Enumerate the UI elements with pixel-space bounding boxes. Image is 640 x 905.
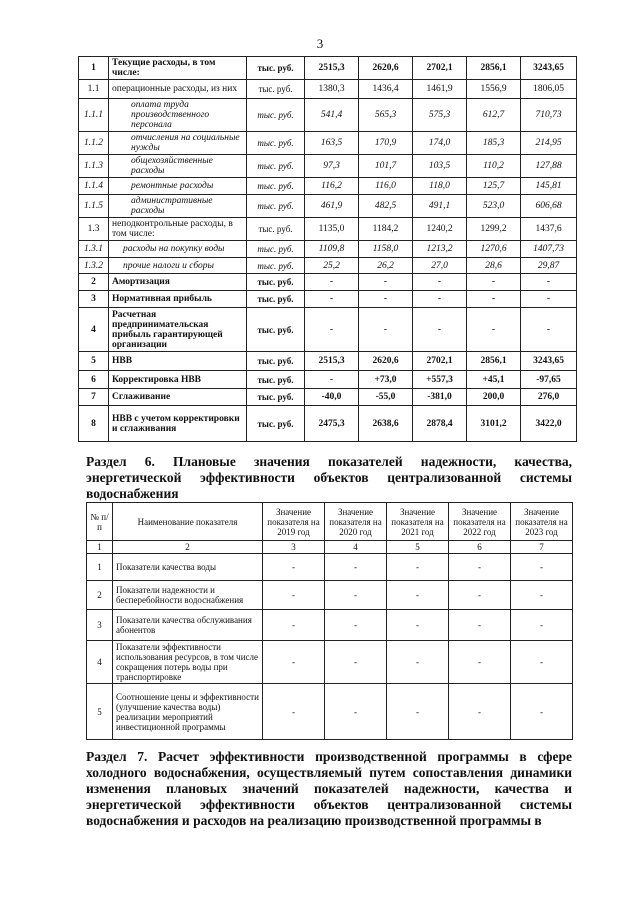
- header-year: Значение показателя на 2021 год: [387, 503, 449, 541]
- row-name: Текущие расходы, в том числе:: [109, 57, 247, 80]
- row-value: -381,0: [413, 389, 467, 406]
- row-name: Корректировка НВВ: [109, 371, 247, 389]
- row-number: 1.3.2: [79, 258, 109, 274]
- row-value: -: [325, 554, 387, 581]
- row-value: -: [263, 610, 325, 641]
- row-value: -: [511, 641, 573, 684]
- row-name: Показатели эффективности использования ресурсов, в том числе сокращения потерь воды при транспортировке: [113, 641, 263, 684]
- row-value: 1806,05: [521, 80, 577, 99]
- row-number: 1.1.5: [79, 195, 109, 218]
- indicators-table: [86, 502, 573, 740]
- row-number: 6: [79, 371, 109, 389]
- row-value: 25,2: [305, 258, 359, 274]
- row-value: 2702,1: [413, 57, 467, 80]
- row-unit: тыс. руб.: [247, 389, 305, 406]
- row-number: 2: [87, 581, 113, 610]
- row-name: Расчетная предпринимательская прибыль гарантирующей организации: [109, 308, 247, 352]
- row-value: -: [511, 610, 573, 641]
- row-name: отчисления на социальные нужды: [109, 132, 247, 155]
- row-value: -: [511, 581, 573, 610]
- row-value: 27,0: [413, 258, 467, 274]
- row-value: 170,9: [359, 132, 413, 155]
- row-value: -: [263, 684, 325, 740]
- row-value: 101,7: [359, 155, 413, 178]
- row-value: 1461,9: [413, 80, 467, 99]
- table-row: [79, 99, 577, 132]
- table-row: [87, 641, 573, 684]
- row-name: оплата труда производственного персонала: [109, 99, 247, 132]
- row-number: 2: [79, 274, 109, 291]
- row-value: 1109,8: [305, 241, 359, 258]
- row-value: -: [467, 308, 521, 352]
- table-row: [87, 581, 573, 610]
- row-name: неподконтрольные расходы, в том числе:: [109, 218, 247, 241]
- header-num: № п/п: [87, 503, 113, 541]
- col-number: 7: [511, 541, 573, 554]
- table-row: [79, 132, 577, 155]
- row-value: 2856,1: [467, 57, 521, 80]
- row-name: Показатели надежности и бесперебойности водоснабжения: [113, 581, 263, 610]
- row-value: +73,0: [359, 371, 413, 389]
- table-row: [79, 274, 577, 291]
- row-unit: тыс. руб.: [247, 274, 305, 291]
- col-number: 4: [325, 541, 387, 554]
- row-name: Нормативная прибыль: [109, 291, 247, 308]
- row-value: -: [305, 308, 359, 352]
- row-value: 1270,6: [467, 241, 521, 258]
- row-value: 461,9: [305, 195, 359, 218]
- row-name: Показатели качества обслуживания абонентов: [113, 610, 263, 641]
- row-value: -: [467, 291, 521, 308]
- row-value: 3243,65: [521, 352, 577, 371]
- expenses-table: [78, 56, 577, 442]
- row-name: операционные расходы, из них: [109, 80, 247, 99]
- row-value: -97,65: [521, 371, 577, 389]
- row-value: 575,3: [413, 99, 467, 132]
- row-value: -: [413, 291, 467, 308]
- table-row: [79, 258, 577, 274]
- row-value: -: [387, 610, 449, 641]
- row-value: 482,5: [359, 195, 413, 218]
- row-unit: тыс. руб.: [247, 308, 305, 352]
- row-name: НВВ с учетом корректировки и сглаживания: [109, 406, 247, 442]
- row-value: 125,7: [467, 178, 521, 195]
- table-row: [79, 352, 577, 371]
- header-year: Значение показателя на 2019 год: [263, 503, 325, 541]
- row-value: 110,2: [467, 155, 521, 178]
- row-name: Соотношение цены и эффективности (улучшение качества воды) реализации мероприятий инвестиционной программы: [113, 684, 263, 740]
- row-value: -: [263, 581, 325, 610]
- table-row: [87, 684, 573, 740]
- row-unit: тыс. руб.: [247, 291, 305, 308]
- row-value: -: [413, 308, 467, 352]
- row-value: 2620,6: [359, 352, 413, 371]
- row-unit: тыс. руб.: [247, 155, 305, 178]
- row-number: 1.1.1: [79, 99, 109, 132]
- row-value: 214,95: [521, 132, 577, 155]
- row-unit: тыс. руб.: [247, 371, 305, 389]
- row-value: 2620,6: [359, 57, 413, 80]
- row-number: 3: [87, 610, 113, 641]
- row-value: +557,3: [413, 371, 467, 389]
- row-name: Амортизация: [109, 274, 247, 291]
- row-value: -: [325, 610, 387, 641]
- table-row: [79, 80, 577, 99]
- table-row: [79, 155, 577, 178]
- row-number: 1: [79, 57, 109, 80]
- row-name: общехозяйственные расходы: [109, 155, 247, 178]
- row-value: 565,3: [359, 99, 413, 132]
- row-value: -: [325, 641, 387, 684]
- row-value: -: [325, 684, 387, 740]
- row-value: -: [521, 274, 577, 291]
- row-name: прочие налоги и сборы: [109, 258, 247, 274]
- row-number: 4: [79, 308, 109, 352]
- row-value: -: [521, 308, 577, 352]
- row-value: 541,4: [305, 99, 359, 132]
- row-value: 28,6: [467, 258, 521, 274]
- row-value: 2515,3: [305, 57, 359, 80]
- row-value: 1184,2: [359, 218, 413, 241]
- row-name: Показатели качества воды: [113, 554, 263, 581]
- row-name: административные расходы: [109, 195, 247, 218]
- row-unit: тыс. руб.: [247, 178, 305, 195]
- row-value: -: [263, 554, 325, 581]
- row-value: 2856,1: [467, 352, 521, 371]
- row-value: 1158,0: [359, 241, 413, 258]
- row-value: 1240,2: [413, 218, 467, 241]
- row-value: 174,0: [413, 132, 467, 155]
- row-value: 2515,3: [305, 352, 359, 371]
- table-row: [79, 371, 577, 389]
- row-value: -: [359, 291, 413, 308]
- row-value: 710,73: [521, 99, 577, 132]
- row-number: 1.1.3: [79, 155, 109, 178]
- table-row: [79, 218, 577, 241]
- row-value: 1380,3: [305, 80, 359, 99]
- header-year: Значение показателя на 2022 год: [449, 503, 511, 541]
- col-number: 5: [387, 541, 449, 554]
- row-value: 1436,4: [359, 80, 413, 99]
- table-header-row: [87, 503, 573, 541]
- row-value: 2475,3: [305, 406, 359, 442]
- row-number: 5: [87, 684, 113, 740]
- column-number-row: [87, 541, 573, 554]
- row-value: -: [449, 684, 511, 740]
- table-row: [79, 241, 577, 258]
- row-value: 200,0: [467, 389, 521, 406]
- row-number: 4: [87, 641, 113, 684]
- row-value: 103,5: [413, 155, 467, 178]
- row-value: -: [325, 581, 387, 610]
- row-value: -: [359, 308, 413, 352]
- row-unit: тыс. руб.: [247, 195, 305, 218]
- row-unit: тыс. руб.: [247, 218, 305, 241]
- row-name: Сглаживание: [109, 389, 247, 406]
- row-value: 612,7: [467, 99, 521, 132]
- row-value: -: [305, 291, 359, 308]
- section-7-heading: Раздел 7. Расчет эффективности производственной программы в сфере холодного водоснабжения, осуществляемый путем сопоставления динамики изменения плановых значений показателей надежности, качества и энергетической эффективности объектов централизованной системы водоснабжения и расходов на реализацию производственной программы в: [86, 749, 572, 828]
- row-value: 491,1: [413, 195, 467, 218]
- col-number: 6: [449, 541, 511, 554]
- header-name: Наименование показателя: [113, 503, 263, 541]
- row-unit: тыс. руб.: [247, 99, 305, 132]
- row-value: -: [449, 610, 511, 641]
- row-value: 2878,4: [413, 406, 467, 442]
- row-value: -: [305, 371, 359, 389]
- row-value: 276,0: [521, 389, 577, 406]
- col-number: 3: [263, 541, 325, 554]
- row-value: 97,3: [305, 155, 359, 178]
- row-value: 127,88: [521, 155, 577, 178]
- table-row: [87, 610, 573, 641]
- section-6-heading: Раздел 6. Плановые значения показателей надежности, качества, энергетической эффективности объектов централизованной системы водоснабжения: [86, 454, 572, 501]
- row-value: 606,68: [521, 195, 577, 218]
- row-value: 163,5: [305, 132, 359, 155]
- row-unit: тыс. руб.: [247, 57, 305, 80]
- row-unit: тыс. руб.: [247, 406, 305, 442]
- row-value: 145,81: [521, 178, 577, 195]
- row-name: расходы на покупку воды: [109, 241, 247, 258]
- row-value: 2702,1: [413, 352, 467, 371]
- col-number: 2: [113, 541, 263, 554]
- table-row: [79, 195, 577, 218]
- row-number: 1.1.2: [79, 132, 109, 155]
- row-number: 7: [79, 389, 109, 406]
- row-value: 3101,2: [467, 406, 521, 442]
- row-value: -55,0: [359, 389, 413, 406]
- row-value: 185,3: [467, 132, 521, 155]
- row-value: -: [521, 291, 577, 308]
- row-value: -: [449, 581, 511, 610]
- row-value: -: [467, 274, 521, 291]
- row-value: 2638,6: [359, 406, 413, 442]
- header-year: Значение показателя на 2020 год: [325, 503, 387, 541]
- row-value: -40,0: [305, 389, 359, 406]
- row-value: -: [305, 274, 359, 291]
- table-row: [79, 308, 577, 352]
- row-number: 1.3: [79, 218, 109, 241]
- row-value: -: [413, 274, 467, 291]
- row-unit: тыс. руб.: [247, 352, 305, 371]
- row-value: -: [449, 641, 511, 684]
- row-value: -: [359, 274, 413, 291]
- row-unit: тыс. руб.: [247, 132, 305, 155]
- row-value: 523,0: [467, 195, 521, 218]
- row-value: 116,2: [305, 178, 359, 195]
- row-number: 3: [79, 291, 109, 308]
- table-row: [79, 389, 577, 406]
- row-value: -: [511, 554, 573, 581]
- row-value: 116,0: [359, 178, 413, 195]
- table-row: [79, 406, 577, 442]
- row-value: 1556,9: [467, 80, 521, 99]
- table-row: [79, 57, 577, 80]
- row-number: 8: [79, 406, 109, 442]
- row-value: +45,1: [467, 371, 521, 389]
- row-value: -: [511, 684, 573, 740]
- row-value: -: [387, 554, 449, 581]
- row-name: НВВ: [109, 352, 247, 371]
- row-unit: тыс. руб.: [247, 241, 305, 258]
- row-number: 1: [87, 554, 113, 581]
- row-value: 1135,0: [305, 218, 359, 241]
- row-value: 29,87: [521, 258, 577, 274]
- row-name: ремонтные расходы: [109, 178, 247, 195]
- table-row: [79, 291, 577, 308]
- row-value: -: [387, 641, 449, 684]
- row-number: 5: [79, 352, 109, 371]
- row-number: 1.1.4: [79, 178, 109, 195]
- row-value: 1213,2: [413, 241, 467, 258]
- row-value: 3243,65: [521, 57, 577, 80]
- page-number: 3: [316, 36, 324, 51]
- row-value: -: [387, 684, 449, 740]
- col-number: 1: [87, 541, 113, 554]
- row-unit: тыс. руб.: [247, 258, 305, 274]
- table-row: [79, 178, 577, 195]
- row-value: -: [387, 581, 449, 610]
- row-value: 26,2: [359, 258, 413, 274]
- row-value: 1437,6: [521, 218, 577, 241]
- row-value: 3422,0: [521, 406, 577, 442]
- row-value: 118,0: [413, 178, 467, 195]
- row-value: -: [263, 641, 325, 684]
- row-value: 1407,73: [521, 241, 577, 258]
- row-value: 1299,2: [467, 218, 521, 241]
- row-value: -: [449, 554, 511, 581]
- row-unit: тыс. руб.: [247, 80, 305, 99]
- row-number: 1.3.1: [79, 241, 109, 258]
- table-row: [87, 554, 573, 581]
- header-year: Значение показателя на 2023 год: [511, 503, 573, 541]
- row-number: 1.1: [79, 80, 109, 99]
